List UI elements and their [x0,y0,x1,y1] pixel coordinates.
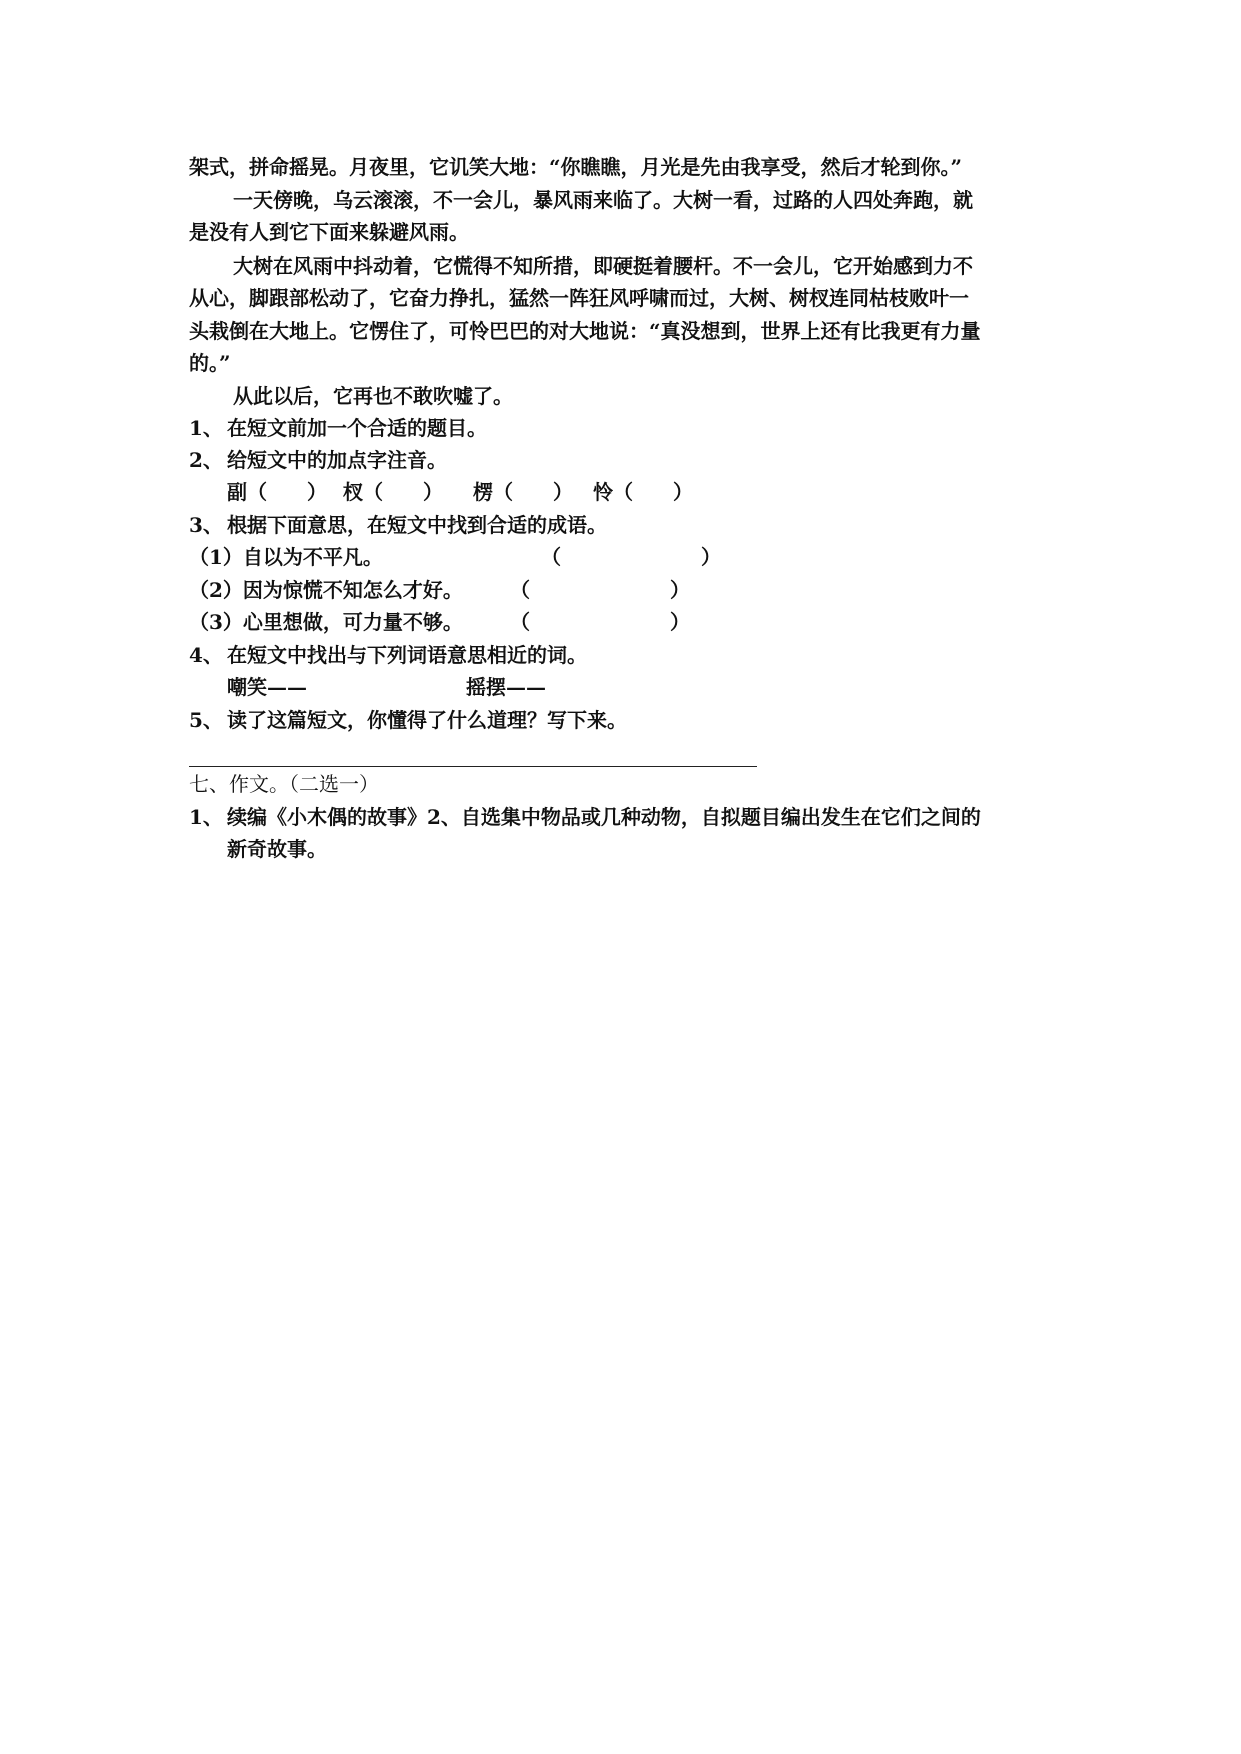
idiom-row [189,543,1059,571]
passage-line: 是没有人到它下面来躲避风雨。 [189,220,469,244]
pinyin-blank: 楞（ ） [473,480,573,504]
passage-line: 头栽倒在大地上。它愣住了，可怜巴巴的对大地说：“真没想到，世界上还有比我更有力量 [189,319,981,343]
section-heading: 七、作文。（二选一） [189,772,379,796]
pinyin-blanks-row [189,478,1059,506]
passage-line: 的。” [189,351,231,375]
question-number: 3、 [189,513,223,537]
passage-line: 一天傍晚，乌云滚滚，不一会儿，暴风雨来临了。大树一看，过路的人四处奔跑，就 [233,188,973,212]
question-text: 读了这篇短文，你懂得了什么道理？写下来。 [227,708,627,732]
question-text: 给短文中的加点字注音。 [227,448,447,472]
idiom-prompt: （1）自以为不平凡。 [189,545,383,569]
idiom-prompt: （2）因为惊慌不知怎么才好。 [189,578,463,602]
question-text: 在短文前加一个合适的题目。 [227,416,487,440]
composition-text: 续编《小木偶的故事》2、自选集中物品或几种动物，自拟题目编出发生在它们之间的 [227,805,981,829]
answer-blank: （ ） [510,610,690,634]
synonym-prompt: 摇摆—— [466,675,546,699]
question-number: 2、 [189,448,223,472]
composition-text: 新奇故事。 [227,837,327,861]
question-number: 1、 [189,805,223,829]
idiom-row [189,576,1059,604]
pinyin-blank: 杈（ ） [343,480,443,504]
answer-blank: （ ） [510,578,690,602]
question-text: 根据下面意思，在短文中找到合适的成语。 [227,513,607,537]
passage-line: 架式，拼命摇晃。月夜里，它讥笑大地：“你瞧瞧，月光是先由我享受，然后才轮到你。” [189,155,963,179]
question-number: 4、 [189,643,223,667]
question-number: 5、 [189,708,223,732]
question-number: 1、 [189,416,223,440]
passage-line: 大树在风雨中抖动着，它慌得不知所措，即硬挺着腰杆。不一会儿，它开始感到力不 [233,254,973,278]
idiom-prompt: （3）心里想做，可力量不够。 [189,610,463,634]
question-text: 在短文中找出与下列词语意思相近的词。 [227,643,587,667]
synonym-row [189,673,1059,701]
answer-line [189,766,757,767]
passage-line: 从此以后，它再也不敢吹嘘了。 [233,384,513,408]
answer-blank: （ ） [541,545,721,569]
idiom-row [189,608,1059,636]
passage-line: 从心，脚跟部松动了，它奋力挣扎，猛然一阵狂风呼啸而过，大树、树杈连同枯枝败叶一 [189,286,969,310]
synonym-prompt: 嘲笑—— [227,675,307,699]
pinyin-blank: 副（ ） [227,480,327,504]
pinyin-blank: 怜（ ） [593,480,693,504]
